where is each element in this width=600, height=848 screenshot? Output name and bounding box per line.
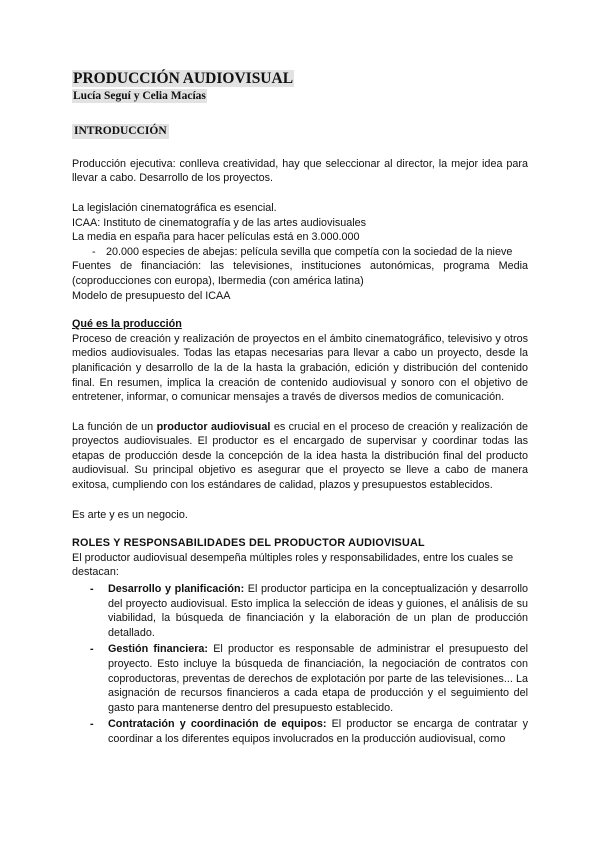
role-text: El productor se encarga de contratar y coordinar a los diferentes equipos involucrados en la producción audiovisual, como xyxy=(108,718,528,745)
notes-block xyxy=(72,201,528,303)
note-line: Modelo de presupuesto del ICAA xyxy=(72,289,231,302)
dash-item-text: 20.000 especies de abejas: película sevilla que competía con la sociedad de la nieve xyxy=(106,245,513,258)
roles-list xyxy=(72,582,528,747)
intro-paragraph: Producción ejecutiva: conlleva creatividad, hay que seleccionar al director, la mejor idea para llevar a cabo. Desarrollo de los proyectos. xyxy=(72,157,528,185)
list-item xyxy=(72,642,528,715)
funcion-text-after: es crucial en el proceso de creación y realización de proyectos audiovisuales. El productor es el encargado de supervisar y coordinar todas las etapas de producción desde la concepción de la idea hasta la distribución final del producto audiovisual. Su principal objetivo es asegurar que el proyecto se lleve a cabo de manera exitosa, cumpliendo con los estándares de calidad, plazos y presupuestos establecidos. xyxy=(72,420,528,492)
arte-line: Es arte y es un negocio. xyxy=(72,508,188,521)
que-es-section xyxy=(72,317,528,405)
role-heading: Contratación y coordinación de equipos: xyxy=(108,718,327,731)
document-authors: Lucía Seguí y Celia Macías xyxy=(73,89,206,102)
role-text: El productor es responsable de administrar el presupuesto del proyecto. Esto incluye la búsqueda de financiación, la negociación de contratos con coproductoras, preventas de derechos de explotación por parte de las televisiones... La asignación de recursos financieros a cada etapa de producción y el seguimiento del gasto para mantenerse dentro del presupuesto establecido. xyxy=(108,643,528,714)
funcion-bold-term: productor audiovisual xyxy=(156,420,271,433)
que-es-heading: Qué es la producción xyxy=(72,318,182,331)
dash-bullet: - xyxy=(92,245,96,258)
dash-bullet: - xyxy=(90,643,94,656)
dash-bullet: - xyxy=(90,583,94,596)
roles-heading: ROLES Y RESPONSABILIDADES DEL PRODUCTOR AUDIOVISUAL xyxy=(72,537,425,550)
note-dash-item xyxy=(72,245,528,260)
document-title: PRODUCCIÓN AUDIOVISUAL xyxy=(73,70,294,87)
note-line: Fuentes de financiación: las televisiones, instituciones autonómicas, programa Media (coproducciones con europa), Ibermedia (con américa latina) xyxy=(72,260,528,287)
roles-intro: El productor audiovisual desempeña múltiples roles y responsabilidades, entre los cuales se destacan: xyxy=(72,551,514,579)
dash-bullet: - xyxy=(90,718,94,731)
funcion-text-before: La función de un xyxy=(72,420,157,433)
role-heading: Gestión financiera: xyxy=(108,643,209,656)
roles-section xyxy=(72,536,528,746)
note-line: La legislación cinematográfica es esencial. xyxy=(72,201,277,214)
funcion-paragraph xyxy=(72,420,528,493)
note-line: ICAA: Instituto de cinematografía y de las artes audiovisuales xyxy=(72,216,367,229)
intro-heading: INTRODUCCIÓN xyxy=(74,125,167,138)
note-line: La media en españa para hacer películas está en 3.000.000 xyxy=(72,231,360,244)
role-heading: Desarrollo y planificación: xyxy=(108,583,245,596)
que-es-paragraph: Proceso de creación y realización de proyectos en el ámbito cinematográfico, televisivo y otros medios audiovisuales. Todas las etapas necesarias para llevar a cabo un proyecto, desde la planificación y desarrollo de la de la hasta la grabación, edición y distribución del contenido final. En resumen, implica la creación de contenido audiovisual y sonoro con el objetivo de entretener, informar, o comunicar mensajes a través de diversos medios de comunicación. xyxy=(72,332,528,404)
list-item xyxy=(72,582,528,640)
document-content xyxy=(72,70,528,747)
list-item xyxy=(72,717,528,746)
role-text: El productor participa en la conceptualización y desarrollo del proyecto audiovisual. Esto implica la selección de ideas y guiones, el análisis de su viabilidad, la búsqueda de financiación y la elaboración de un plan de producción detallado. xyxy=(108,583,528,639)
